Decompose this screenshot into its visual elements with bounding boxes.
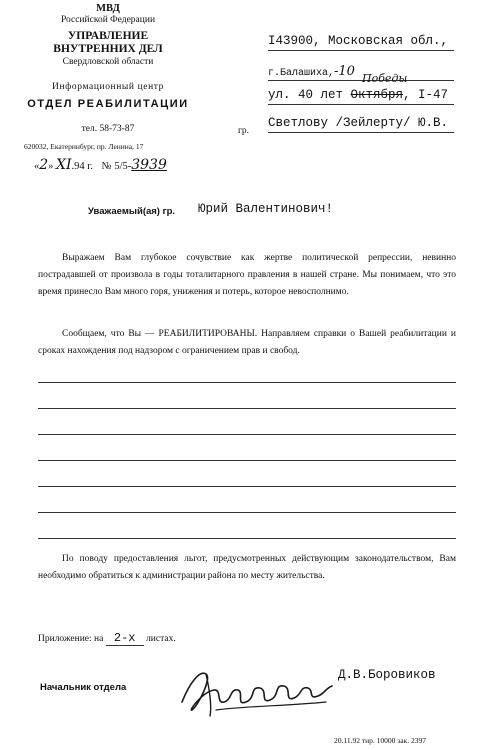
region-name: Свердловской области — [62, 57, 154, 67]
recipient-street-struck: Октября — [350, 88, 404, 102]
recipient-line-4 — [268, 116, 454, 133]
blank-line — [38, 408, 456, 409]
recipient-line-1 — [268, 34, 454, 51]
paragraph-benefits: По поводу предоставления льгот, предусмотренных действующим законодательством, Вам необходимо обратиться к администрации района по месту жительства. — [38, 554, 456, 581]
attachment-prefix: Приложение: на — [38, 634, 104, 644]
signer-name: Д.В.Боровиков — [338, 668, 436, 682]
handwritten-signature — [176, 662, 336, 718]
date-month: XI — [56, 157, 72, 173]
directorate-line1: УПРАВЛЕНИЕ — [67, 30, 149, 42]
info-center: Информационный центр — [52, 82, 164, 92]
org-address: 620032, Екатеринбург, пр. Ленина, 17 — [24, 142, 144, 151]
recipient-apartment: , I-47 — [403, 88, 449, 102]
blank-line — [38, 460, 456, 461]
doc-number-prefix: № 5/5- — [101, 161, 132, 172]
blank-line — [38, 434, 456, 435]
attachment-line — [38, 631, 176, 646]
directorate-line2: ВНУТРЕННИХ ДЕЛ — [53, 43, 163, 55]
recipient-gr-label: гр. — [238, 126, 250, 136]
recipient-street: ул. 40 лет — [268, 88, 351, 102]
recipient-line-3 — [268, 88, 454, 105]
attachment-suffix: листах. — [146, 634, 176, 644]
signer-title: Начальник отдела — [40, 682, 127, 693]
attachment-count: 2-х — [106, 631, 144, 646]
directorate-name — [8, 30, 208, 56]
blank-line — [38, 486, 456, 487]
recipient-line-2 — [268, 64, 454, 81]
recipient-city: г.Балашиха, — [268, 68, 335, 79]
recipient-house-hand: -10 — [334, 64, 355, 79]
paragraph-rehabilitated: Сообщаем, что Вы — РЕАБИЛИТИРОВАНЫ. Направляем справки о Вашей реабилитации и сроках нахождения под надзором с ограничением прав и свобод. — [38, 329, 456, 356]
blank-line — [38, 538, 456, 539]
greeting-label: Уважаемый(ая) гр. — [88, 206, 176, 217]
recipient-postal: I43900, Московская обл., — [268, 34, 449, 48]
date-number-line: «2» XI.94 г. № 5/5-3939 — [34, 157, 167, 173]
paragraph-sympathy: Выражаем Вам глубокое сочувствие как жертве политической репрессии, невинно пострадавшей от произвола в годы тоталитарного правления в нашей стране. Мы понимаем, что это время принесло Вам много горя, унижения и потерь, которое невосполнимо. — [38, 253, 456, 297]
street-correction: Победы — [362, 72, 408, 85]
date-year: .94 г. — [71, 161, 94, 172]
department-name: ОТДЕЛ РЕАБИЛИТАЦИИ — [27, 98, 189, 110]
blank-line — [38, 512, 456, 513]
ministry-country: Российской Федерации — [60, 15, 156, 25]
date-day: 2 — [39, 157, 49, 173]
greeting-name: Юрий Валентинович! — [198, 202, 334, 216]
blank-line — [38, 382, 456, 383]
recipient-name: Светлову /Зейлерту/ Ю.В. — [268, 116, 449, 130]
print-info: 20.11.92 тир. 10000 зак. 2397 — [334, 736, 426, 745]
doc-number: 3939 — [131, 157, 167, 173]
phone-number: тел. 58-73-87 — [81, 124, 135, 134]
ministry-name: МВД — [96, 3, 120, 14]
